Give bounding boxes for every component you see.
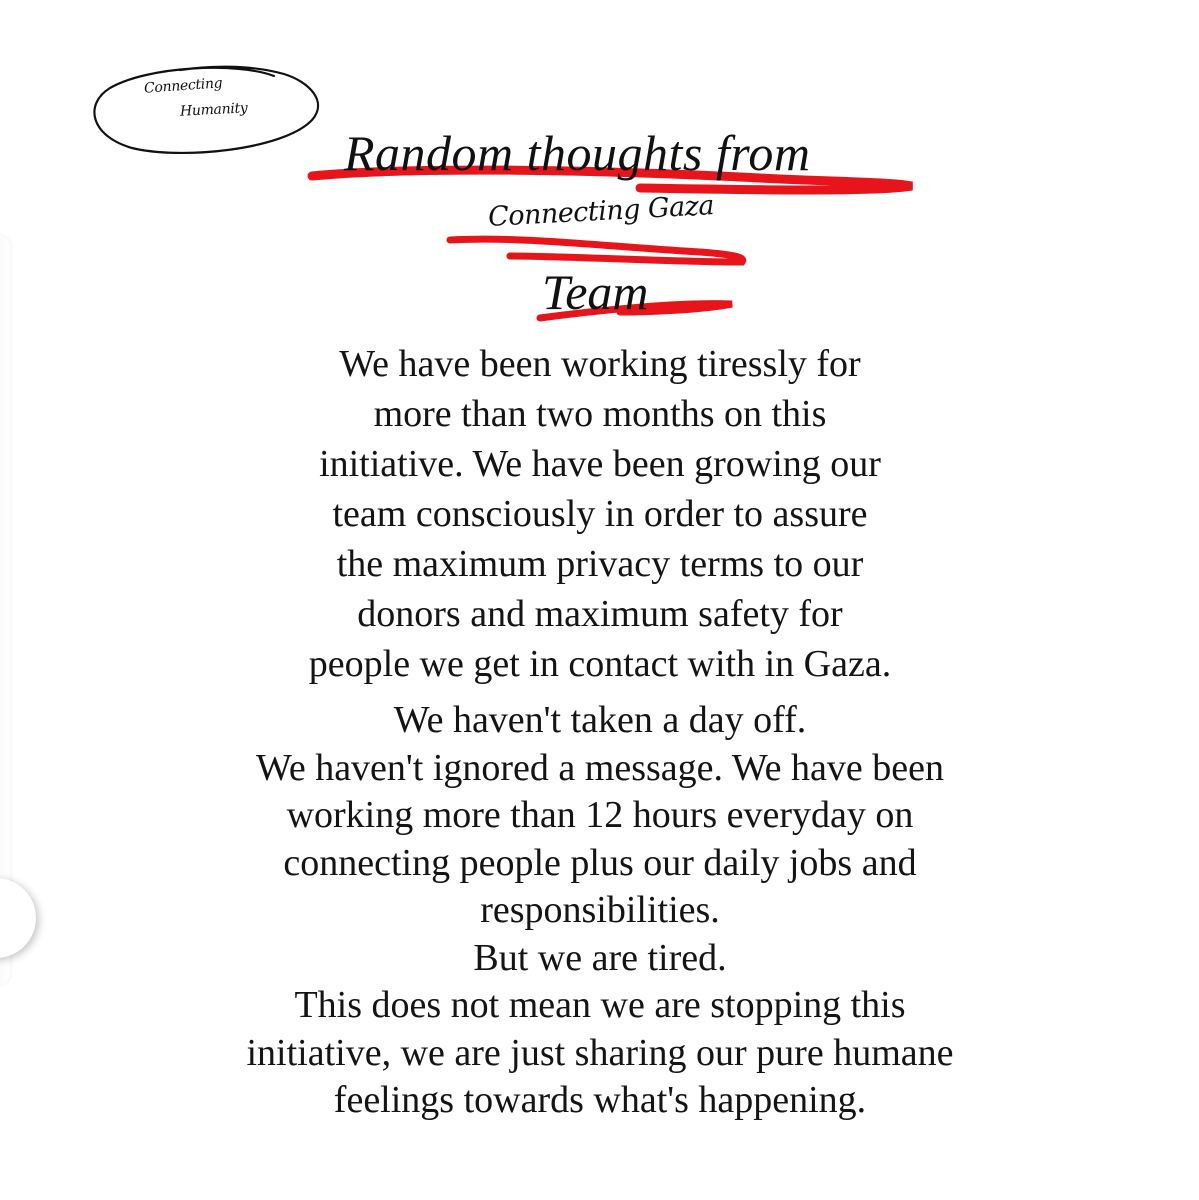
- paragraph-1-line: team consciously in order to assure: [332, 493, 868, 535]
- paragraph-2-line: We haven't ignored a message. We have been: [256, 746, 944, 789]
- paragraph-2-line: This does not mean we are stopping this: [294, 984, 906, 1026]
- side-drawer-handle[interactable]: [0, 878, 36, 958]
- paragraph-2-line: feelings towards what's happening.: [333, 1079, 867, 1121]
- underline-title-line2: [450, 239, 743, 262]
- logo-text-line2: Humanity: [179, 100, 248, 120]
- paragraph-2-line: responsibilities.: [480, 889, 720, 931]
- paragraph-2-line: We haven't taken a day off.: [393, 699, 807, 741]
- heading-line-1: Random thoughts from: [344, 125, 811, 181]
- paragraph-2: [150, 697, 1050, 1125]
- paragraph-1-line: donors and maximum safety for: [357, 593, 843, 635]
- heading-line-3: Team: [542, 264, 649, 320]
- paragraph-1-line: more than two months on this: [373, 393, 827, 435]
- paragraph-2-line: working more than 12 hours everyday on: [286, 794, 914, 836]
- paragraph-2-line: initiative, we are just sharing our pure humane: [246, 1031, 954, 1074]
- paragraph-2-line: connecting people plus our daily jobs and: [283, 841, 917, 884]
- logo-text-line1: Connecting: [143, 75, 223, 97]
- paragraph-2-line: But we are tired.: [473, 936, 727, 979]
- paragraph-1-line: people we get in contact with in Gaza.: [308, 643, 892, 685]
- paragraph-1-line: initiative. We have been growing our: [319, 443, 881, 485]
- paragraph-1-line: the maximum privacy terms to our: [336, 543, 864, 585]
- paragraph-1-line: We have been working tiressly for: [339, 343, 861, 385]
- heading-line-2: Connecting Gaza: [487, 190, 715, 233]
